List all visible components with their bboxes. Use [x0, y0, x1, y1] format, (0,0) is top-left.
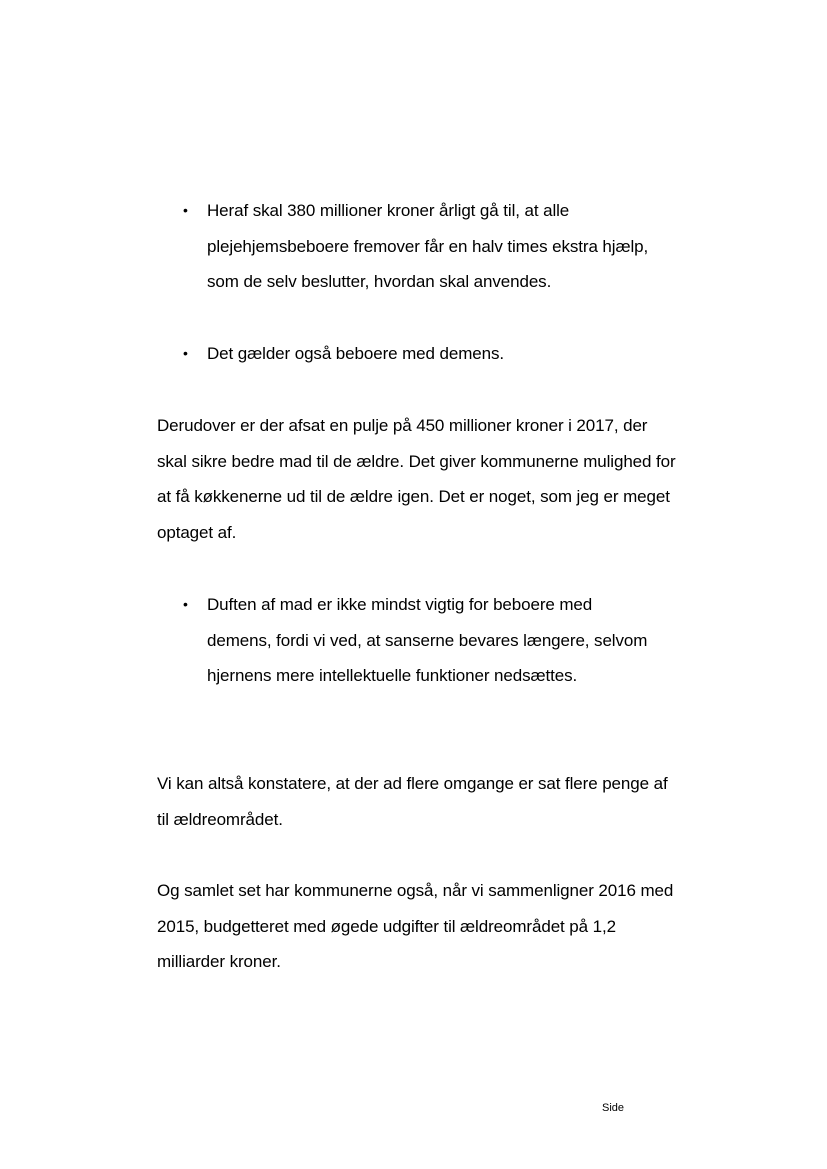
bullet-text: Heraf skal 380 millioner kroner årligt gå til, at alle plejehjemsbeboere fremover får en halv times ekstra hjælp, som de selv beslutter, hvordan skal anvendes. [207, 201, 649, 291]
bullet-icon: • [183, 596, 188, 612]
bullet-icon: • [183, 345, 188, 361]
paragraph: Vi kan altså konstatere, at der ad flere omgange er sat flere penge af til ældreområdet. [157, 774, 668, 829]
bullet-text: Duften af mad er ikke mindst vigtig for beboere med demens, fordi vi ved, at sanserne bevares længere, selvom hjernens mere intellektuelle funktioner nedsættes. [207, 595, 648, 685]
paragraph: Derudover er der afsat en pulje på 450 millioner kroner i 2017, der skal sikre bedre mad til de ældre. Det giver kommunerne mulighed for at få køkkenerne ud til de ældre igen. Det er noget, som jeg er meget optaget af. [157, 416, 676, 542]
bullet-icon: • [183, 202, 188, 218]
bullet-text: Det gælder også beboere med demens. [207, 344, 505, 363]
paragraph: Og samlet set har kommunerne også, når vi sammenligner 2016 med 2015, budgetteret med øgede udgifter til ældreområdet på 1,2 milliarder kroner. [157, 881, 674, 971]
page-number-label: Side [602, 1102, 625, 1114]
